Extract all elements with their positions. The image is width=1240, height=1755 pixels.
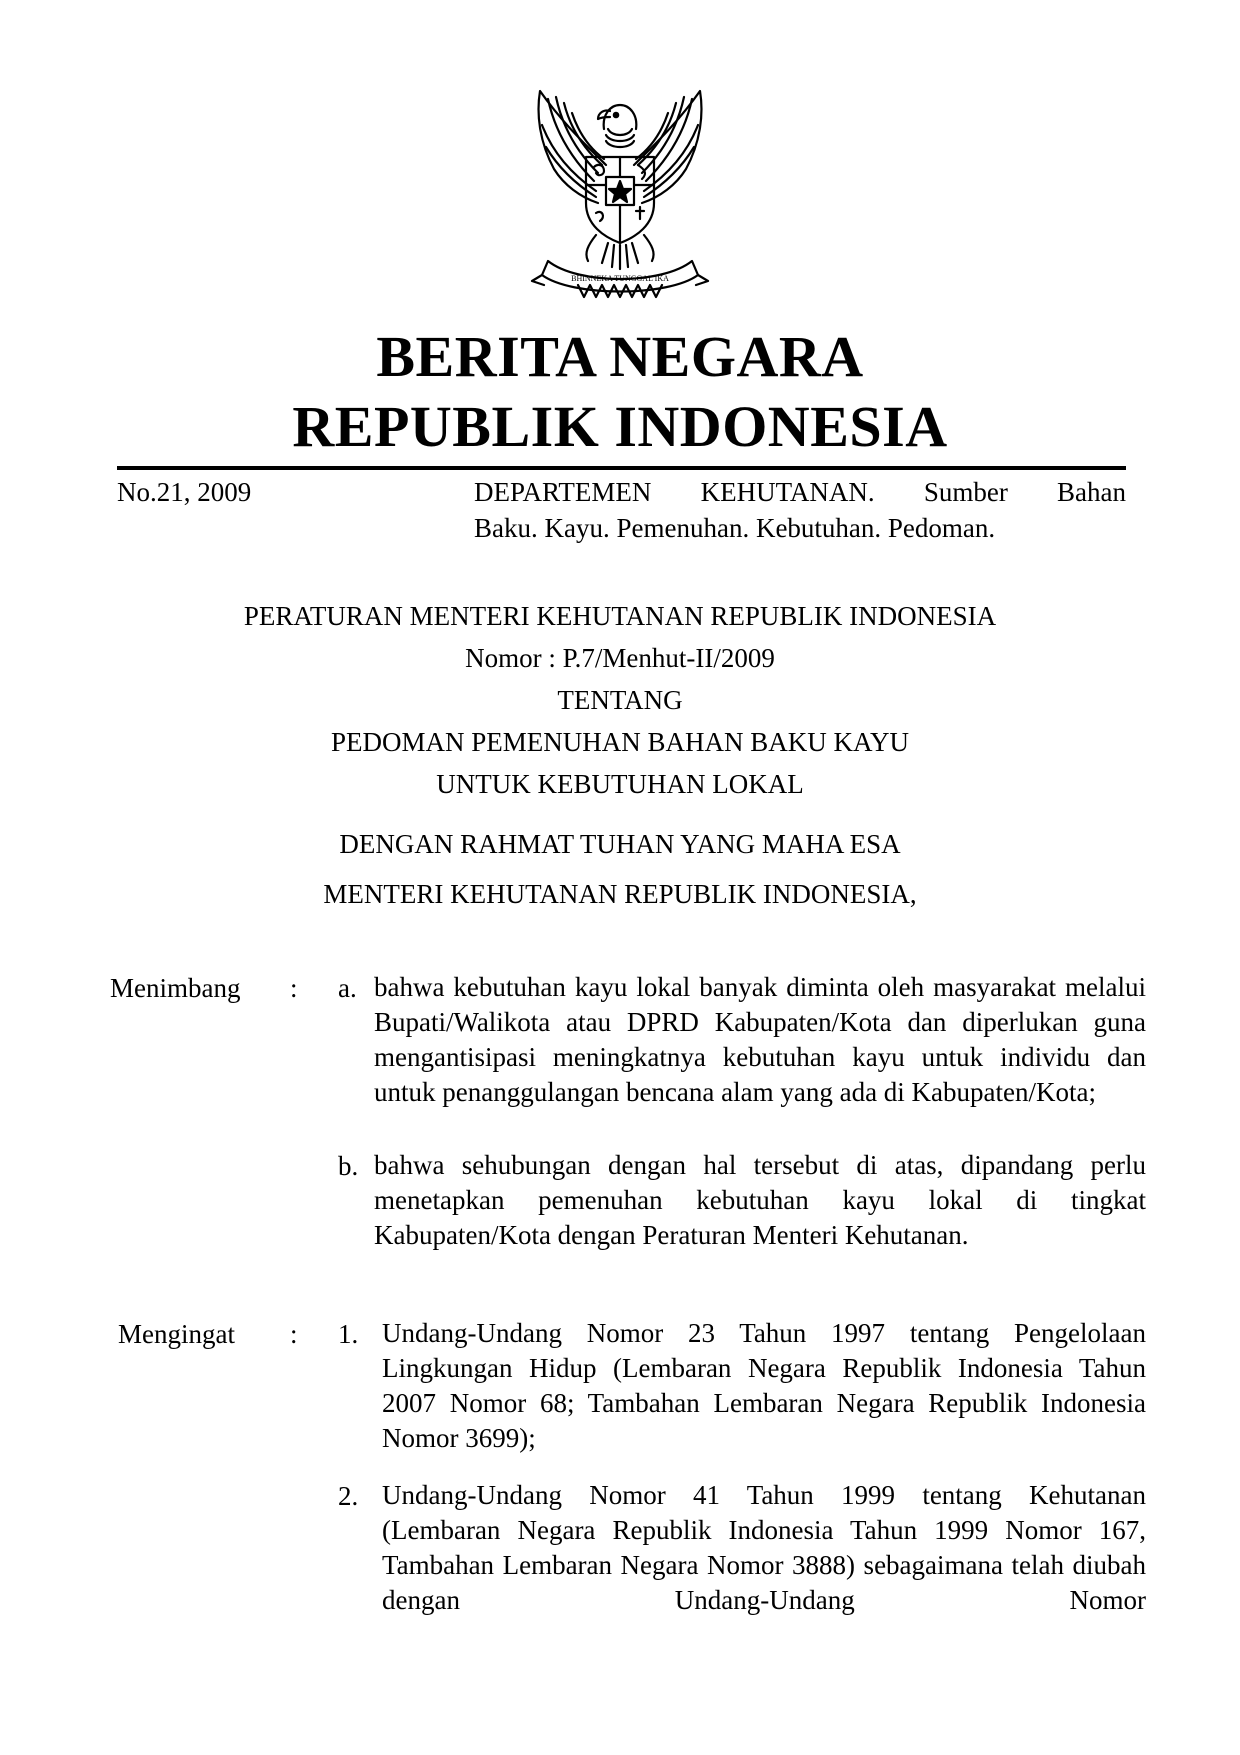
remembering-item-marker: 1. [338, 1319, 359, 1349]
subject-word: Sumber [923, 477, 1008, 507]
considering-item-marker: a. [338, 973, 357, 1003]
considering-item-marker: b. [338, 1151, 359, 1181]
regulation-title-line-1: PEDOMAN PEMENUHAN BAHAN BAKU KAYU [330, 727, 910, 757]
masthead-title: BERITA NEGARA [376, 324, 864, 389]
emblem-motto: BHINNEKA TUNGGAL IKA [571, 274, 669, 283]
remembering-item-text: Undang-Undang Nomor 23 Tahun 1997 tentang Pengelolaan Lingkungan Hidup (Lembaran Negara Republik Indonesia Tahun 2007 Nomor 68; Tambahan Lembaran Negara Republik Indonesia Nomor 3699); [382, 1318, 1146, 1453]
masthead-subtitle: REPUBLIK INDONESIA [292, 394, 948, 459]
subject-word: KEHUTANAN. [700, 477, 875, 507]
regulation-heading: PERATURAN MENTERI KEHUTANAN REPUBLIK INDONESIA [243, 601, 997, 631]
garuda-emblem-icon [518, 85, 722, 299]
remembering-label: Mengingat [118, 1319, 235, 1349]
regulation-about: TENTANG [557, 685, 683, 715]
regulation-invocation: DENGAN RAHMAT TUHAN YANG MAHA ESA [339, 829, 901, 859]
remembering-item-text: Undang-Undang Nomor 41 Tahun 1999 tentang Kehutanan (Lembaran Negara Republik Indonesia Tahun 1999 Nomor 167, Tambahan Lembaran Negara Nomor 3888) sebagaimana telah diubah dengan Undang-Undang Nomor [382, 1480, 1146, 1615]
regulation-title-line-2: UNTUK KEBUTUHAN LOKAL [436, 769, 804, 799]
regulation-number: Nomor : P.7/Menhut-II/2009 [465, 643, 775, 673]
regulation-authority: MENTERI KEHUTANAN REPUBLIK INDONESIA, [323, 879, 917, 909]
subject-keywords [474, 474, 1126, 546]
considering-item-text: bahwa sehubungan dengan hal tersebut di atas, dipandang perlu menetapkan pemenuhan kebutuhan kayu lokal di tingkat Kabupaten/Kota dengan Peraturan Menteri Kehutanan. [374, 1150, 1146, 1250]
subject-line-1 [474, 474, 1126, 510]
issue-number: No.21, 2009 [117, 477, 252, 507]
subject-word: DEPARTEMEN [474, 477, 652, 507]
subject-line-2: Baku. Kayu. Pemenuhan. Kebutuhan. Pedoman. [474, 513, 996, 543]
masthead-rule [117, 466, 1126, 470]
considering-item-text: bahwa kebutuhan kayu lokal banyak diminta oleh masyarakat melalui Bupati/Walikota atau DPRD Kabupaten/Kota dan diperlukan guna mengantisipasi meningkatnya kebutuhan kayu untuk individu dan untuk penanggulangan bencana alam yang ada di Kabupaten/Kota; [374, 972, 1146, 1107]
subject-word: Bahan [1057, 477, 1126, 507]
remembering-item-marker: 2. [338, 1481, 359, 1511]
considering-colon: : [290, 973, 298, 1003]
considering-label: Menimbang [110, 973, 241, 1003]
remembering-colon: : [290, 1319, 298, 1349]
